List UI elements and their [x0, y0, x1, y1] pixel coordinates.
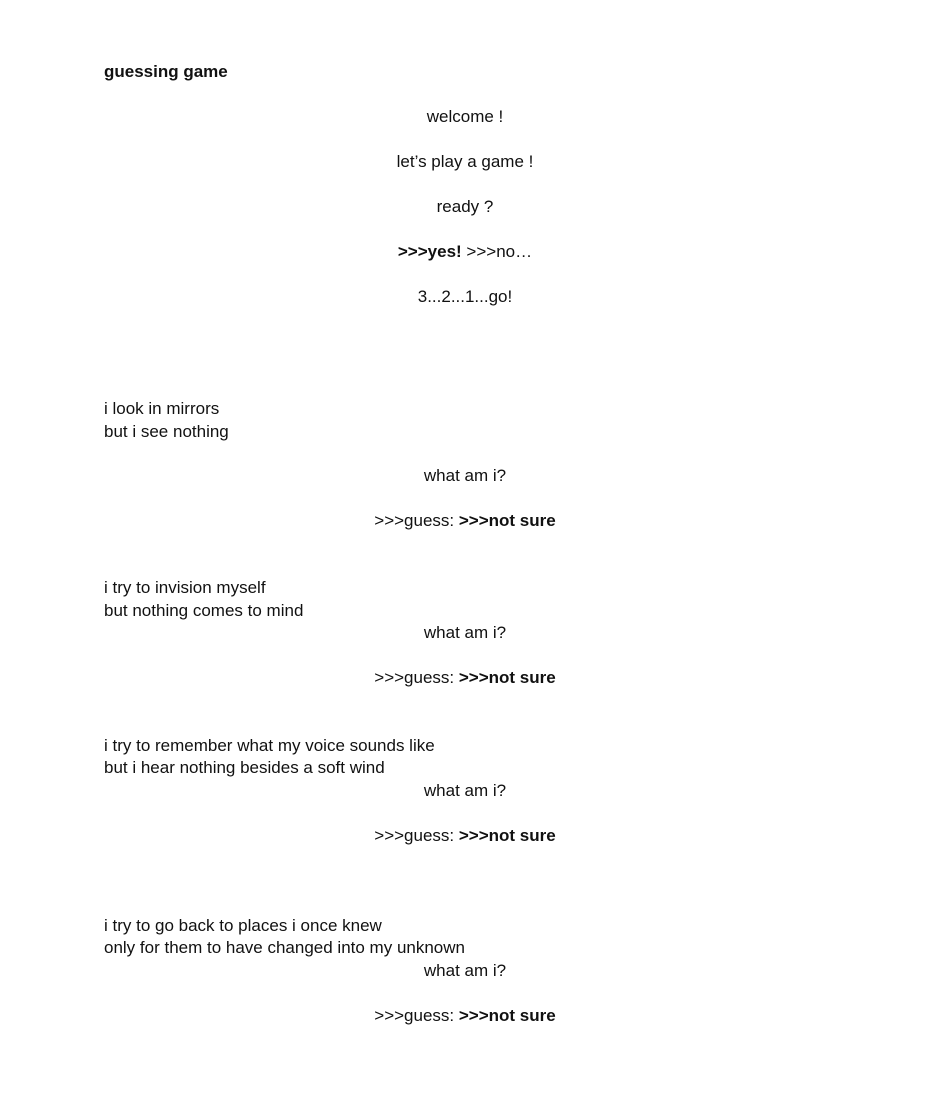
guess-prefix: >>>guess:: [374, 1006, 459, 1025]
lets-play-line: let’s play a game !: [396, 152, 534, 171]
welcome-line: welcome !: [426, 107, 504, 126]
riddle-question: what am i?: [423, 623, 507, 642]
riddle-question: what am i?: [423, 466, 507, 485]
guess-prefix: >>>guess:: [374, 668, 459, 687]
riddle-line: i look in mirrors: [104, 399, 220, 418]
guess-answer: >>>not sure: [458, 1006, 556, 1025]
guess-prefix: >>>guess:: [374, 511, 459, 530]
riddle-line: only for them to have changed into my unknown: [104, 938, 465, 957]
no-option: >>>no…: [461, 242, 533, 261]
countdown-line: 3...2...1...go!: [417, 287, 513, 306]
yes-option: >>>yes!: [397, 242, 462, 261]
riddle-line: but i see nothing: [104, 422, 229, 441]
guess-prefix: >>>guess:: [374, 826, 459, 845]
guess-line: [0, 825, 929, 847]
riddle-question: what am i?: [423, 961, 507, 980]
ready-line: ready ?: [436, 197, 494, 216]
guess-line: [0, 667, 929, 689]
riddle-question: what am i?: [423, 781, 507, 800]
riddle-line: but i hear nothing besides a soft wind: [104, 758, 385, 777]
riddle-line: i try to go back to places i once knew: [104, 916, 382, 935]
guess-line: [0, 1005, 929, 1027]
document-title: guessing game: [104, 62, 228, 81]
riddle-line: i try to remember what my voice sounds like: [104, 736, 435, 755]
guess-answer: >>>not sure: [458, 826, 556, 845]
riddle-line: i try to invision myself: [104, 578, 266, 597]
guess-answer: >>>not sure: [458, 511, 556, 530]
answer-options-line: [0, 241, 929, 263]
guess-answer: >>>not sure: [458, 668, 556, 687]
riddle-line: but nothing comes to mind: [104, 601, 304, 620]
guess-line: [0, 510, 929, 532]
